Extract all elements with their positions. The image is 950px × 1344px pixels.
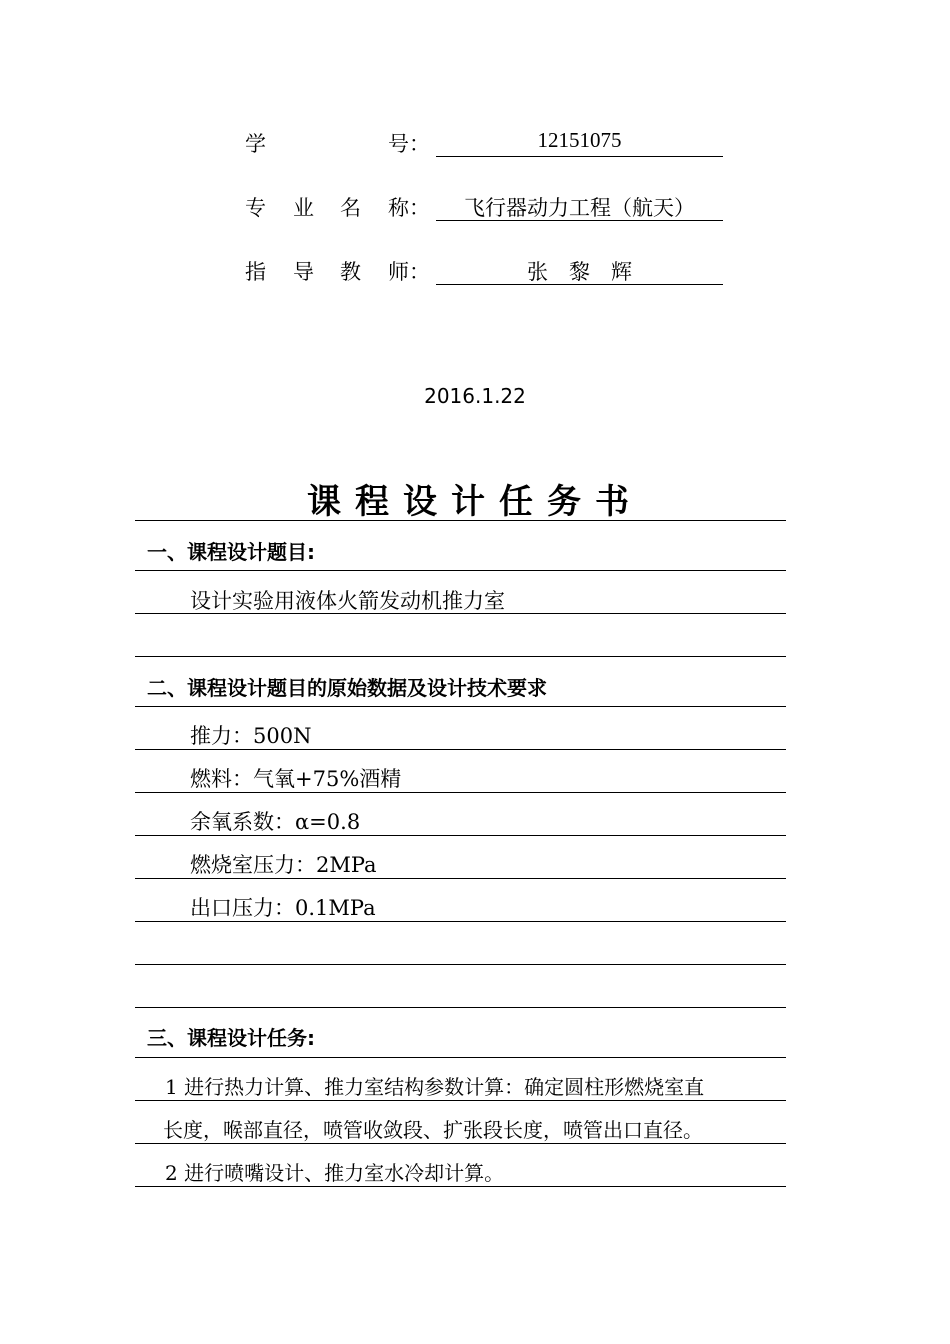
label-char: 名 [340,196,361,220]
label-char: 学 [245,132,266,156]
label-char: 师： [388,260,430,284]
table-rule [135,1186,786,1187]
list-item: 出口压力：0.1MPa [190,896,376,920]
section3-heading: 三、课程设计任务: [147,1026,315,1050]
advisor-row [245,256,725,288]
section1-content: 设计实验用液体火箭发动机推力室 [190,589,505,613]
label-char: 号： [388,132,430,156]
student-id-row [245,128,725,160]
list-item: 燃烧室压力：2MPa [190,853,377,877]
list-item: 余氧系数：α=0.8 [190,810,361,834]
table-rule [135,656,786,657]
label-char: 导 [293,260,314,284]
advisor-value: 张 黎 辉 [436,256,723,285]
student-id-value: 12151075 [436,128,723,157]
section2-heading: 二、课程设计题目的原始数据及设计技术要求 [147,676,547,700]
task-line: 2 进行喷嘴设计、推力室水冷却计算。 [165,1161,505,1185]
table-rule [135,1057,786,1058]
label-char: 业 [293,196,314,220]
table-rule [135,964,786,965]
list-item: 推力：500N [190,724,312,748]
table-rule [135,1007,786,1008]
list-item: 燃料：气氧+75%酒精 [190,767,402,791]
date: 2016.1.22 [424,384,526,408]
task-line: 1 进行热力计算、推力室结构参数计算：确定圆柱形燃烧室直 [165,1075,705,1099]
task-line: 长度，喉部直径，喷管收敛段、扩张段长度，喷管出口直径。 [163,1118,703,1142]
major-value: 飞行器动力工程（航天） [436,192,723,221]
table-rule [135,1143,786,1144]
label-char: 专 [245,196,266,220]
label-char: 指 [245,260,266,284]
table-rule [135,1100,786,1101]
document-title: 课程设计任务书 [307,482,643,522]
section1-heading: 一、课程设计题目: [147,540,315,564]
label-char: 教 [340,260,361,284]
table-rule [135,520,786,521]
table-rule [135,570,786,571]
table-rule [135,706,786,707]
label-char: 称： [388,196,430,220]
major-row [245,192,725,224]
